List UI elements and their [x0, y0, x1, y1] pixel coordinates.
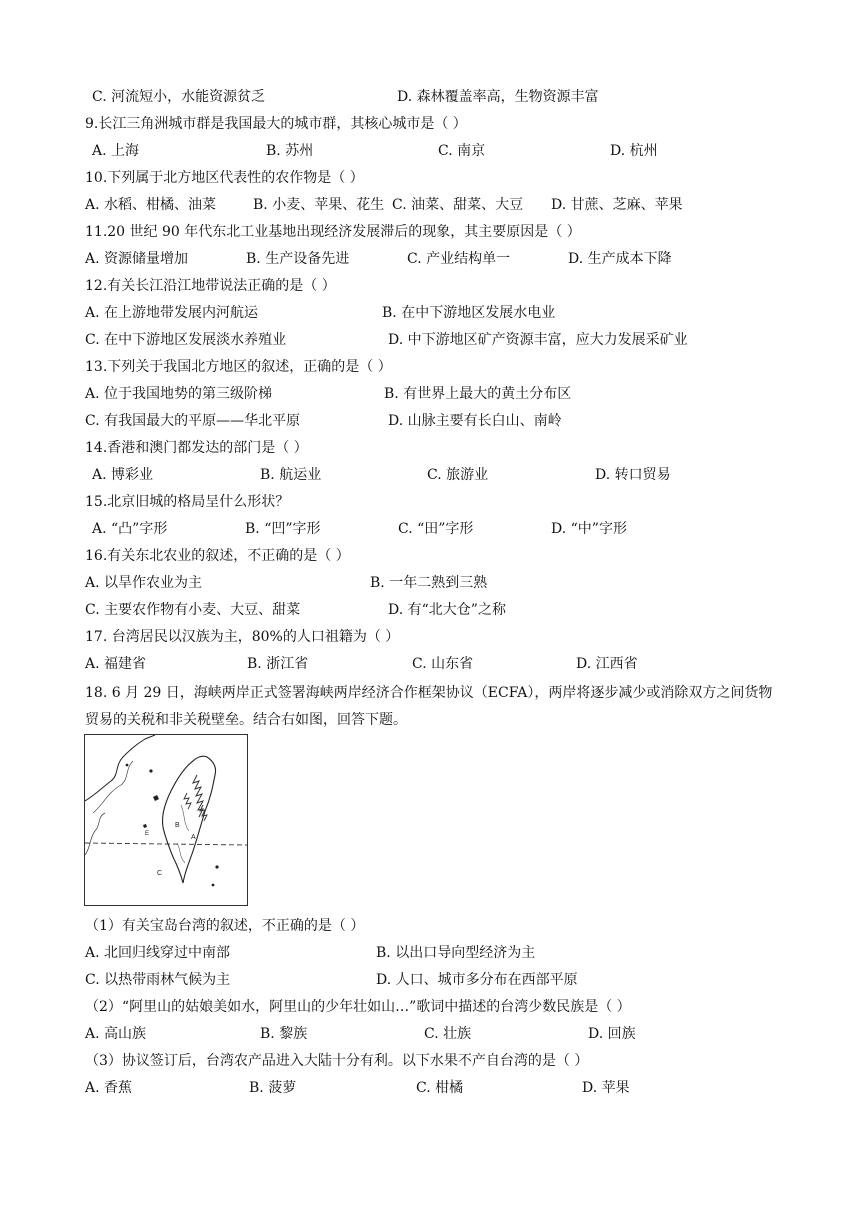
answer-option: C. “田”字形	[398, 521, 474, 537]
answer-option: B. 在中下游地区发展水电业	[382, 305, 556, 321]
q14-opts-line	[0, 465, 860, 491]
answer-option: B. 生产设备先进	[246, 251, 350, 267]
island-dot	[126, 764, 129, 767]
q17-opts-line	[0, 654, 860, 680]
mainland-coastline	[85, 735, 155, 801]
answer-option: D. 山脉主要有长白山、南岭	[388, 413, 562, 429]
answer-option: D. “中”字形	[551, 521, 627, 537]
answer-option: A. 以旱作农业为主	[85, 575, 203, 591]
answer-option: D. 人口、城市多分布在西部平原	[376, 972, 578, 988]
q18-sub3-opts-line	[0, 1078, 860, 1104]
answer-option: A. 博彩业	[92, 467, 154, 483]
answer-option: D. 森林覆盖率高，生物资源丰富	[397, 89, 599, 105]
answer-option: D. 中下游地区矿产资源丰富，应大力发展采矿业	[388, 332, 688, 348]
taiwan-map-figure	[84, 734, 248, 906]
answer-option: B. 以出口导向型经济为主	[376, 945, 536, 961]
question-text: 15.北京旧城的格局呈什么形状？	[85, 494, 290, 510]
q16-cd-line	[0, 600, 860, 626]
q8-cd-line	[0, 87, 860, 113]
taiwan-island-outline	[162, 756, 215, 883]
q17-line	[0, 627, 860, 653]
answer-option: B. 黎族	[260, 1026, 308, 1042]
q11-line	[0, 222, 860, 248]
island-dot	[149, 769, 152, 772]
answer-option: D. 生产成本下降	[568, 251, 672, 267]
q13-ab-line	[0, 384, 860, 410]
q13-line	[0, 357, 860, 383]
q18-sub2-opts-line	[0, 1024, 860, 1050]
island-shape	[153, 795, 159, 801]
answer-option: A. 香蕉	[85, 1080, 133, 1096]
q12-ab-line	[0, 303, 860, 329]
answer-option: D. 转口贸易	[595, 467, 671, 483]
answer-option: A. 水稻、柑橘、油菜	[85, 197, 217, 213]
answer-option: C. 有我国最大的平原——华北平原	[85, 413, 301, 429]
q12-cd-line	[0, 330, 860, 356]
q9-opts-line	[0, 141, 860, 167]
q12-line	[0, 276, 860, 302]
q18-sub3-line	[0, 1051, 860, 1077]
answer-option: D. 甘蔗、芝麻、苹果	[551, 197, 683, 213]
q10-line	[0, 168, 860, 194]
question-text: （1）有关宝岛台湾的叙述，不正确的是（ ）	[85, 918, 365, 934]
q9-line	[0, 114, 860, 140]
answer-option: D. 有“北大仓”之称	[388, 602, 506, 618]
answer-option: C. 柑橘	[416, 1080, 464, 1096]
q18-sub1-line	[0, 916, 860, 942]
q14-line	[0, 438, 860, 464]
answer-option: A. 上海	[92, 143, 140, 159]
map-label-c: C	[157, 870, 163, 877]
question-text: 9.长江三角洲城市群是我国最大的城市群，其核心城市是（ ）	[85, 116, 467, 132]
answer-option: C. 山东省	[412, 656, 474, 672]
answer-option: C. 主要农作物有小麦、大豆、甜菜	[85, 602, 301, 618]
answer-option: C. 壮族	[424, 1026, 472, 1042]
q13-cd-line	[0, 411, 860, 437]
answer-option: A. 高山族	[85, 1026, 147, 1042]
answer-option: C. 河流短小，水能资源贫乏	[92, 89, 266, 105]
q11-opts-line	[0, 249, 860, 275]
q18-sub1-ab-line	[0, 943, 860, 969]
question-text: （3）协议签订后，台湾农产品进入大陆十分有利。以下水果不产自台湾的是（ ）	[85, 1053, 589, 1069]
map-label-a: A	[191, 834, 196, 841]
answer-option: A. “凸”字形	[92, 521, 168, 537]
q15-line	[0, 492, 860, 518]
taiwan-map-svg	[85, 735, 247, 905]
question-text: 11.20 世纪 90 年代东北工业基地出现经济发展滞后的现象，其主要原因是（ ）	[85, 224, 581, 240]
answer-option: B. 菠萝	[249, 1080, 297, 1096]
mainland-coast-lower	[85, 813, 105, 855]
answer-option: D. 回族	[588, 1026, 636, 1042]
answer-option: D. 江西省	[576, 656, 638, 672]
answer-option: B. 航运业	[260, 467, 322, 483]
question-text: 13.下列关于我国北方地区的叙述，正确的是（ ）	[85, 359, 392, 375]
answer-option: D. 杭州	[610, 143, 658, 159]
answer-option: A. 资源储量增加	[85, 251, 189, 267]
answer-option: A. 北回归线穿过中南部	[85, 945, 231, 961]
answer-option: A. 位于我国地势的第三级阶梯	[85, 386, 273, 402]
answer-option: A. 在上游地带发展内河航运	[85, 305, 259, 321]
map-label-e: E	[145, 831, 150, 837]
island-dot	[212, 884, 215, 887]
answer-option: C. 在中下游地区发展淡水养殖业	[85, 332, 287, 348]
question-text: 10.下列属于北方地区代表性的农作物是（ ）	[85, 170, 364, 186]
answer-option: B. 浙江省	[247, 656, 309, 672]
answer-option: B. 有世界上最大的黄土分布区	[384, 386, 572, 402]
question-18-stem: 18. 6 月 29 日，海峡两岸正式签署海峡两岸经济合作框架协议（ECFA），两岸将逐步减少或消除双方之间货物贸易的关税和非关税壁垒。结合右如图，回答下题。	[85, 685, 773, 728]
q15-opts-line	[0, 519, 860, 545]
tropic-of-cancer-line	[85, 843, 247, 845]
answer-option: C. 以热带雨林气候为主	[85, 972, 231, 988]
question-text: 17. 台湾居民以汉族为主，80%的人口祖籍为（ ）	[85, 629, 400, 645]
q16-ab-line	[0, 573, 860, 599]
question-text: 16.有关东北农业的叙述，不正确的是（ ）	[85, 548, 350, 564]
q16-line	[0, 546, 860, 572]
answer-option: C. 南京	[438, 143, 486, 159]
question-text: 14.香港和澳门都发达的部门是（ ）	[85, 440, 308, 456]
island-shape	[143, 824, 147, 828]
answer-option: B. 小麦、苹果、花生	[253, 197, 385, 213]
q18-sub1-cd-line	[0, 970, 860, 996]
answer-option: C. 产业结构单一	[407, 251, 511, 267]
answer-option: C. 油菜、甜菜、大豆	[392, 197, 524, 213]
question-text: 12.有关长江沿江地带说法正确的是（ ）	[85, 278, 336, 294]
q18-sub2-line	[0, 997, 860, 1023]
answer-option: B. “凹”字形	[245, 521, 321, 537]
answer-option: B. 苏州	[266, 143, 314, 159]
answer-option: C. 旅游业	[427, 467, 489, 483]
answer-option: B. 一年二熟到三熟	[370, 575, 488, 591]
answer-option: A. 福建省	[85, 656, 147, 672]
q10-opts-line	[0, 195, 860, 221]
island-dot	[215, 865, 218, 868]
question-text: （2）“阿里山的姑娘美如水，阿里山的少年壮如山…”歌词中描述的台湾少数民族是（ ）	[85, 999, 631, 1015]
mainland-inlet	[93, 761, 133, 813]
map-label-b: B	[175, 822, 180, 829]
answer-option: D. 苹果	[582, 1080, 630, 1096]
